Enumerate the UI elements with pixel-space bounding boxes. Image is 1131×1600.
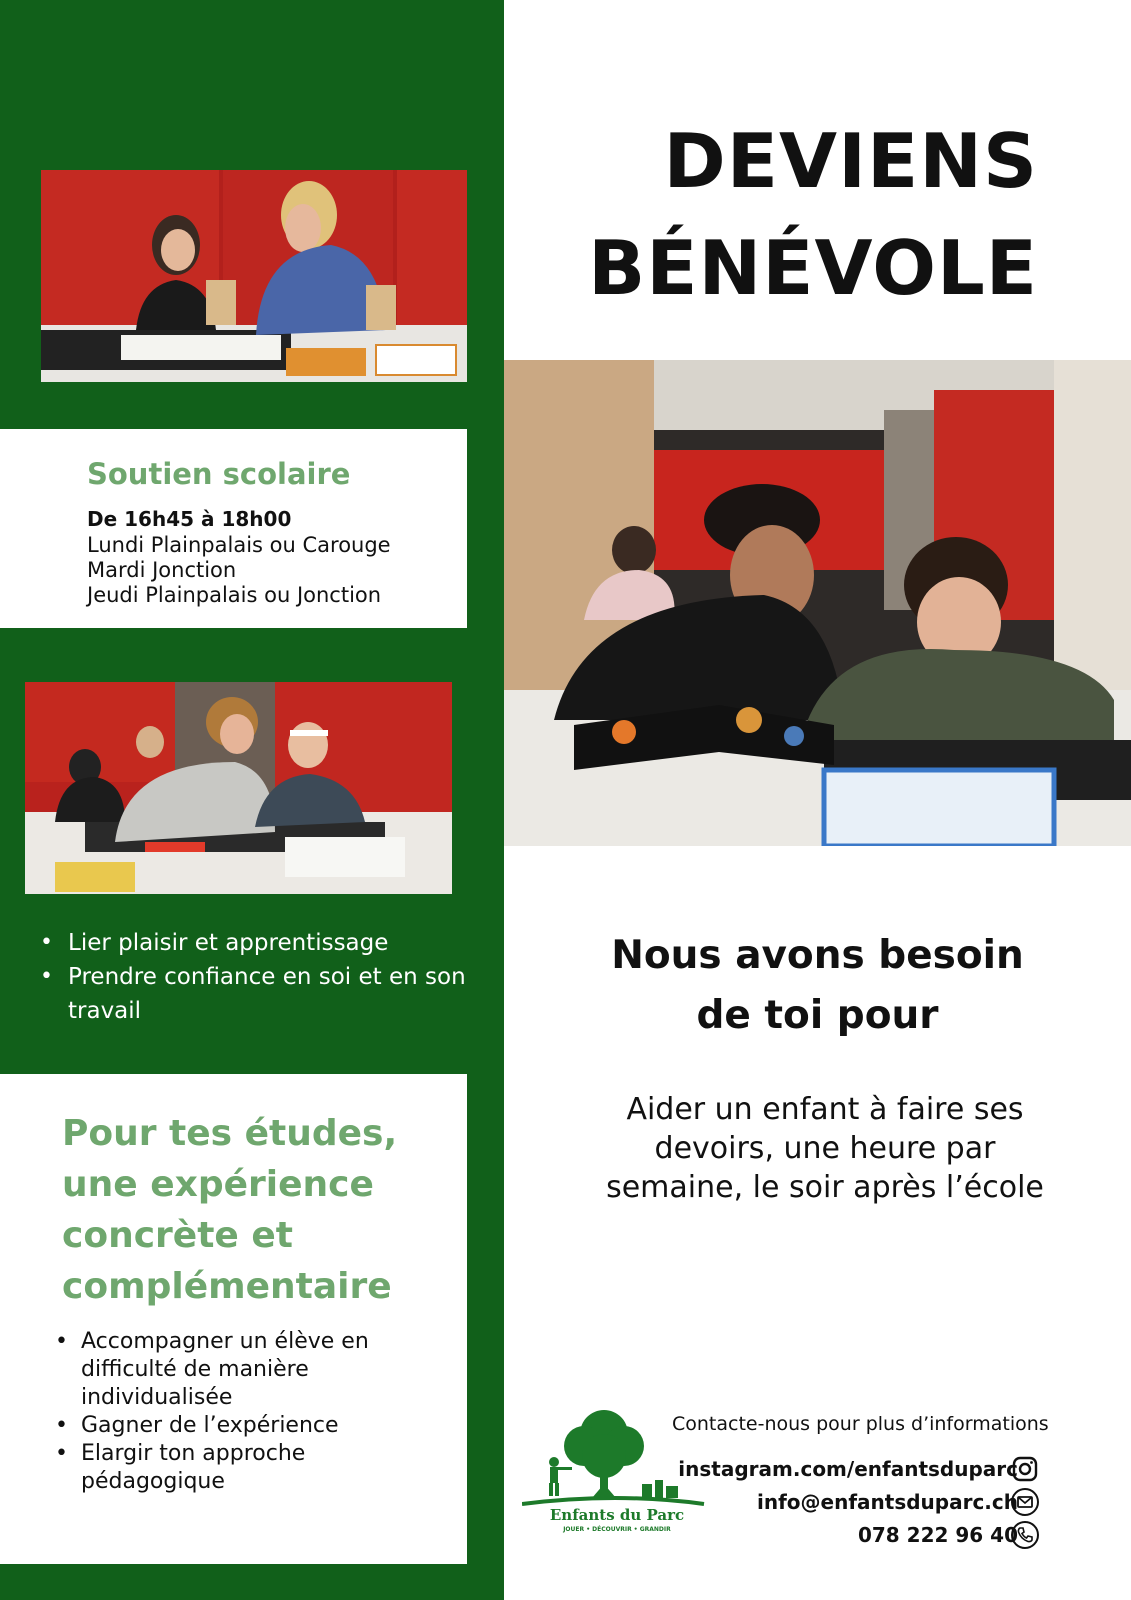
instagram-link[interactable]: instagram.com/enfantsduparc — [678, 1457, 1018, 1481]
list-item: • Prendre confiance en soi et en son travail — [40, 960, 480, 1028]
list-item: • Accompagner un élève en difficulté de manière individualisée — [55, 1328, 455, 1412]
help-description: Aider un enfant à faire ses devoirs, une heure par semaine, le soir après l’école — [606, 1092, 1044, 1205]
phone-link[interactable]: 078 222 96 40 — [857, 1523, 1018, 1547]
contact-instagram[interactable] — [678, 1453, 1018, 1485]
schedule-box — [0, 429, 467, 628]
schedule-hours: De 16h45 à 18h00 — [87, 507, 292, 531]
schedule-line: Mardi Jonction — [87, 558, 237, 582]
schedule-line: Lundi Plainpalais ou Carouge — [87, 533, 391, 557]
photo-tutor-classroom — [25, 682, 452, 894]
logo-name: Enfants du Parc — [549, 1506, 685, 1524]
contact-title: Contacte-nous pour plus d’informations — [672, 1413, 1049, 1435]
need-line: de toi pour — [696, 993, 939, 1038]
instagram-icon[interactable] — [1010, 1454, 1040, 1484]
contact-email[interactable] — [757, 1486, 1018, 1518]
page-title — [588, 108, 1038, 322]
contact-phone[interactable] — [858, 1519, 1018, 1551]
studies-list — [55, 1328, 455, 1496]
email-link[interactable]: info@enfantsduparc.ch — [756, 1490, 1018, 1514]
title-line: BÉNÉVOLE — [588, 224, 1038, 312]
studies-box — [0, 1074, 467, 1564]
logo-tagline: JOUER • DÉCOUVRIR • GRANDIR — [563, 1526, 671, 1533]
title-line: DEVIENS — [663, 117, 1038, 205]
list-item: • Gagner de l’expérience — [55, 1412, 455, 1440]
phone-icon[interactable] — [1010, 1520, 1040, 1550]
benefits-list — [40, 926, 480, 1028]
list-item: • Elargir ton approche pédagogique — [55, 1440, 455, 1496]
list-item: • Lier plaisir et apprentissage — [40, 926, 480, 960]
need-line: Nous avons besoin — [611, 933, 1024, 978]
studies-title: Pour tes études, une expérience concrète et complémentaire — [62, 1113, 398, 1307]
schedule-line: Jeudi Plainpalais ou Jonction — [87, 583, 382, 607]
photo-tutor-with-girl — [41, 170, 467, 382]
mail-icon[interactable] — [1010, 1487, 1040, 1517]
need-heading — [504, 926, 1131, 1046]
photo-tutor-with-boy — [504, 360, 1131, 846]
schedule-title: Soutien scolaire — [87, 457, 351, 491]
